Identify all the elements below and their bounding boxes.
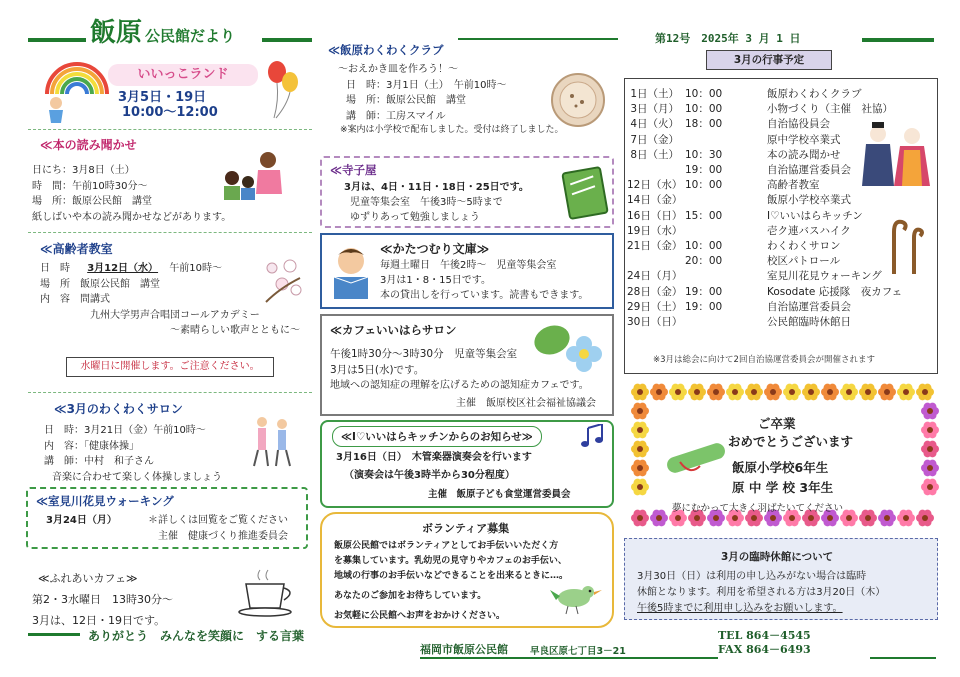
closure-line: 休館となります。利用を希望される方は3月20日（木） [637, 587, 886, 598]
flower-icon [650, 384, 668, 401]
salon-line: 講 師：中村 和子さん [44, 456, 154, 467]
flower-icon [921, 479, 939, 496]
flower-icon [878, 510, 896, 527]
elderly-row: 九州大学男声合唱団コールアカデミー [90, 309, 260, 321]
schedule-event: 高齢者教室 [767, 179, 820, 192]
iikko-dates: 3月5日・19日 [118, 90, 207, 105]
schedule-event: 本の読み聞かせ [767, 148, 841, 161]
schedule-date: 30日（日） [627, 316, 683, 329]
schedule-time: 15：00 [685, 209, 723, 222]
schedule-event: 原中学校卒業式 [767, 133, 841, 146]
schedule-event: I♡いいはらキッチン [767, 209, 863, 222]
iikko-time: 10:00～12:00 [122, 105, 218, 120]
flower-icon [726, 384, 744, 401]
schedule-time: 10：00 [685, 103, 723, 116]
salon-line: 音楽に合わせて楽しく体操しましょう [52, 471, 222, 483]
closure-line: 3月30日（日）は利用の申し込みがない場合は臨時 [637, 571, 867, 582]
elderly-date-label: 日 時 [40, 263, 70, 274]
schedule-date: 3日（月） [630, 103, 679, 116]
schedule-date: 8日（土） [630, 148, 679, 161]
schedule-time [679, 269, 767, 284]
cafe-section [32, 570, 272, 629]
header-title-main: 飯原 [90, 18, 143, 48]
waku-note: ※案内は小学校で配布しました。受付は終了しました。 [340, 125, 564, 135]
ninchi-line: 午後1時30分～3時30分 児童等集会室 [330, 348, 518, 360]
flower-icon [631, 460, 649, 477]
volunteer-title: ボランティア募集 [422, 522, 510, 535]
flower-icon [764, 384, 782, 401]
graduation-line: おめでとうございます [728, 434, 854, 449]
bird-illustration [548, 576, 604, 616]
music-note-icon [580, 424, 606, 448]
kitchen-org: 主催 飯原子ども食堂運営委員会 [428, 489, 571, 500]
header-title-suffix: 公民館だより [145, 27, 236, 45]
volunteer-line: お気軽に公民館へお声をおかけください。 [334, 611, 506, 621]
ninchi-line: 3月は5日(水)です。 [330, 364, 425, 376]
schedule-event: 自治協運営委員会 [767, 164, 851, 177]
schedule-event: 飯原わくわくクラブ [767, 88, 862, 100]
salon-title: ≪3月のわくわくサロン [54, 402, 183, 416]
cafe-title: ≪ふれあいカフェ≫ [38, 572, 138, 585]
divider [28, 392, 312, 393]
footer-name: 福岡市飯原公民館 [420, 643, 508, 656]
hanami-box [26, 487, 308, 549]
schedule-date: 21日（金） [627, 240, 683, 253]
kitchen-line: 3月16日（日） 木管楽器演奏会を行います [336, 452, 532, 463]
footer-rule-far [870, 657, 936, 659]
volunteer-line: を募集しています。乳幼児の見守りやカフェのお手伝い、 [334, 556, 567, 566]
schedule-date: 28日（金） [627, 285, 683, 298]
schedule-date: 12日（水） [627, 179, 683, 192]
schedule-date: 24日（月） [627, 270, 683, 283]
schedule-date: 4日（火） [630, 118, 679, 131]
hanami-note: ＊詳しくは回覧をご覧ください [148, 515, 288, 526]
flower-icon [631, 403, 649, 420]
ninchi-box [320, 314, 614, 416]
graduation-line: 夢にむかって大きく羽ばたいてください [672, 503, 844, 514]
schedule-row [627, 285, 927, 300]
terakoya-line: ゆずりあって勉強しましょう [350, 212, 480, 223]
closure-line: 午後5時までに利用申し込みをお願いします。 [637, 603, 843, 614]
graduation-frame [630, 382, 940, 528]
schedule-note: ※3月は総会に向けて2回自治協運営委員会が開催されます [653, 355, 875, 365]
reading-illustration [218, 148, 296, 200]
flower-icon [916, 384, 934, 401]
volunteer-box [320, 512, 614, 628]
flower-icon [878, 384, 896, 401]
graduation-line: 原 中 学 校 3年生 [732, 480, 834, 495]
header-rule-mid [262, 38, 312, 42]
footer-slogan: ありがとう みんなを笑顔に する言葉 [88, 629, 305, 643]
flower-icon [631, 384, 649, 401]
schedule-event: 自治協運営委員会 [767, 300, 851, 313]
plate-illustration [550, 72, 606, 128]
volunteer-line: 飯原公民館ではボランティアとしてお手伝いいただく方 [334, 541, 559, 551]
graduation-line: 飯原小学校6年生 [732, 460, 829, 475]
divider [28, 232, 312, 233]
flower-icon [859, 384, 877, 401]
katatsumuri-box [320, 233, 614, 309]
schedule-date [627, 163, 679, 178]
child-illustration [45, 96, 67, 124]
flower-icon [707, 384, 725, 401]
schedule-time [679, 315, 767, 330]
hanami-date: 3月24日（月） [46, 515, 117, 526]
flower-icon [688, 384, 706, 401]
header-title [90, 12, 235, 49]
flower-icon [921, 403, 939, 420]
flower-icon [921, 441, 939, 458]
kitchen-line: （演奏会は午後3時半から30分程度） [344, 470, 515, 481]
ninchi-line: 地域への認知症の理解を広げるための認知症カフェです。 [330, 380, 589, 391]
schedule-row [627, 87, 927, 102]
footer-address: 早良区原七丁目3－21 [530, 646, 626, 657]
divider [28, 129, 312, 130]
schedule-time [679, 133, 767, 148]
schedule-time [679, 193, 767, 208]
terakoya-line: 3月は、4日・11日・18日・25日です。 [344, 182, 529, 193]
schedule-event: 公民館臨時休館日 [767, 316, 851, 329]
flower-icon [631, 510, 649, 527]
rainbow-illustration [42, 60, 112, 96]
cafe-line: 3月は、12日・19日です。 [32, 614, 166, 628]
story-line: 時 間：午前10時30分～ [32, 180, 148, 192]
schedule-event: 自治協役員会 [767, 118, 830, 131]
schedule-date: 16日（日） [627, 209, 683, 222]
flower-icon [916, 510, 934, 527]
hina-doll-illustration [858, 120, 932, 190]
elderly-row: ～素晴らしい歌声とともに～ [170, 325, 300, 336]
schedule-row [627, 315, 927, 330]
hanami-title: ≪室見川花見ウォーキング [36, 494, 174, 508]
wednesday-notice-text: 水曜日に開催します。ご注意ください。 [80, 361, 260, 372]
header-rule-center [458, 38, 618, 40]
terakoya-title: ≪寺子屋 [330, 163, 377, 177]
footer-fax: FAX 864－6493 [718, 643, 811, 656]
flower-icon [631, 479, 649, 496]
flower-icon [897, 510, 915, 527]
waku-line: 日 時：3月1日（土） 午前10時～ [346, 79, 507, 91]
schedule-row [627, 193, 927, 208]
schedule-date: 19日（水） [627, 224, 683, 237]
schedule-event: 室見川花見ウォーキング [767, 270, 882, 283]
katatsumuri-line: 3月は1・8・15日です。 [380, 275, 492, 286]
wednesday-notice [66, 357, 274, 377]
schedule-title: 3月の行事予定 [733, 54, 805, 66]
flower-icon [631, 422, 649, 439]
schedule-event: わくわくサロン [767, 240, 841, 253]
schedule-event: 校区パトロール [767, 255, 841, 268]
coffee-cup-illustration [238, 566, 302, 618]
balloon-illustration [262, 60, 302, 120]
schedule-event: 壱ク連バスハイク [767, 224, 851, 237]
waku-line: 場 所：飯原公民館 講堂 [346, 95, 466, 106]
volunteer-line: あなたのご参加をお待ちしています。 [334, 591, 487, 601]
issue-date: 第12号 2025年 3 月 1 日 [655, 32, 801, 45]
schedule-row [627, 300, 927, 315]
story-title: ≪本の読み聞かせ [40, 138, 137, 152]
elderly-row: 内 容 問講式 [40, 294, 110, 305]
exercise-illustration [252, 416, 294, 468]
schedule-time: 10：30 [685, 148, 723, 161]
schedule-event: 小物づくり（主催 社協） [767, 103, 893, 116]
footer-tel: TEL 864－4545 [718, 629, 811, 642]
flower-icon [859, 510, 877, 527]
ninchi-org: 主催 飯原校区社会福祉協議会 [456, 398, 596, 409]
header-rule-right [862, 38, 934, 42]
closure-title: 3月の臨時休館について [721, 551, 834, 563]
flower-icon [897, 384, 915, 401]
katatsumuri-line: 本の貸出しを行っています。読書もできます。 [380, 290, 589, 301]
schedule-date: 1日（土） [630, 88, 679, 100]
ninchi-title: ≪カフェいいはらサロン [330, 323, 457, 337]
boy-reading-illustration [326, 243, 376, 303]
kitchen-box [320, 420, 614, 508]
schedule-time: 19：00 [685, 285, 723, 298]
book-illustration [560, 166, 610, 220]
schedule-date: 29日（土） [627, 300, 683, 313]
hanami-org: 主催 健康づくり推進委員会 [158, 531, 288, 542]
schedule-time: 10：00 [685, 240, 723, 253]
kitchen-title-bar [332, 426, 542, 447]
schedule-row [627, 102, 927, 117]
schedule-title-tag [706, 50, 832, 70]
flower-icon [745, 384, 763, 401]
flower-icon [802, 384, 820, 401]
flower-icon [650, 510, 668, 527]
flower-icon [669, 384, 687, 401]
elderly-time: 午前10時～ [169, 263, 222, 274]
closure-box [624, 538, 938, 620]
schedule-time: 10：00 [685, 179, 723, 192]
iikko-title: いいっこランド [137, 67, 229, 82]
terakoya-line: 児童等集会室 午後3時～5時まで [350, 197, 503, 208]
salon-line: 内 容：「健康体操」 [44, 440, 139, 452]
flower-icon [783, 384, 801, 401]
waku-line: 講 師：工房スマイル [346, 110, 446, 122]
elderly-date: 3月12日（水） [87, 263, 159, 274]
elderly-title: ≪高齢者教室 [40, 242, 113, 256]
schedule-time: 20：00 [685, 255, 723, 268]
schedule-date: 7日（金） [630, 133, 679, 146]
footer-rule-right [420, 657, 718, 659]
katatsumuri-title: ≪かたつむり文庫≫ [380, 242, 490, 256]
iikko-banner [108, 64, 258, 86]
diploma-illustration [660, 436, 730, 486]
flower-icon [921, 460, 939, 477]
kitchen-title: ≪I♡いいはらキッチンからのお知らせ≫ [341, 431, 533, 443]
schedule-time: 18：00 [685, 118, 723, 131]
schedule-time [679, 224, 767, 239]
story-line: 日にち：3月8日（土） [32, 165, 135, 176]
flower-icon [821, 384, 839, 401]
flower-illustration [262, 258, 304, 304]
schedule-time: 10：00 [685, 88, 723, 100]
flower-icon [921, 422, 939, 439]
salon-line: 日 時：3月21日（金）午前10時～ [44, 425, 206, 436]
graduation-line: ご卒業 [758, 416, 796, 431]
schedule-event: Kosodate 応援隊 夜カフェ [767, 285, 903, 298]
cafe-line: 第2・3水曜日 13時30分～ [32, 593, 173, 607]
schedule-date: 14日（金） [627, 194, 683, 207]
schedule-time: 19：00 [685, 164, 723, 177]
flower-icon [631, 441, 649, 458]
story-line: 場 所：飯原公民館 講堂 [32, 196, 152, 207]
flower-icon [840, 384, 858, 401]
waku-subtitle: ～おえかき皿を作ろう！～ [338, 64, 458, 75]
elderly-row: 場 所 飯原公民館 講堂 [40, 278, 160, 290]
story-line: 紙しばいや本の読み聞かせなどがあります。 [32, 211, 232, 223]
schedule-date [627, 254, 679, 269]
waku-title: ≪飯原わくわくクラブ [328, 43, 444, 57]
volunteer-line: 地域の行事のお手伝いなどできることを出来るときに…。 [334, 571, 569, 581]
schedule-event: 飯原小学校卒業式 [767, 194, 851, 207]
schedule-time: 19：00 [685, 300, 723, 313]
katatsumuri-line: 毎週土曜日 午後2時～ 児童等集会室 [380, 260, 557, 271]
footer-rule [28, 633, 80, 636]
header-rule-left [28, 38, 86, 42]
leaf-flower-illustration [534, 320, 608, 376]
bracken-illustration [880, 214, 928, 276]
